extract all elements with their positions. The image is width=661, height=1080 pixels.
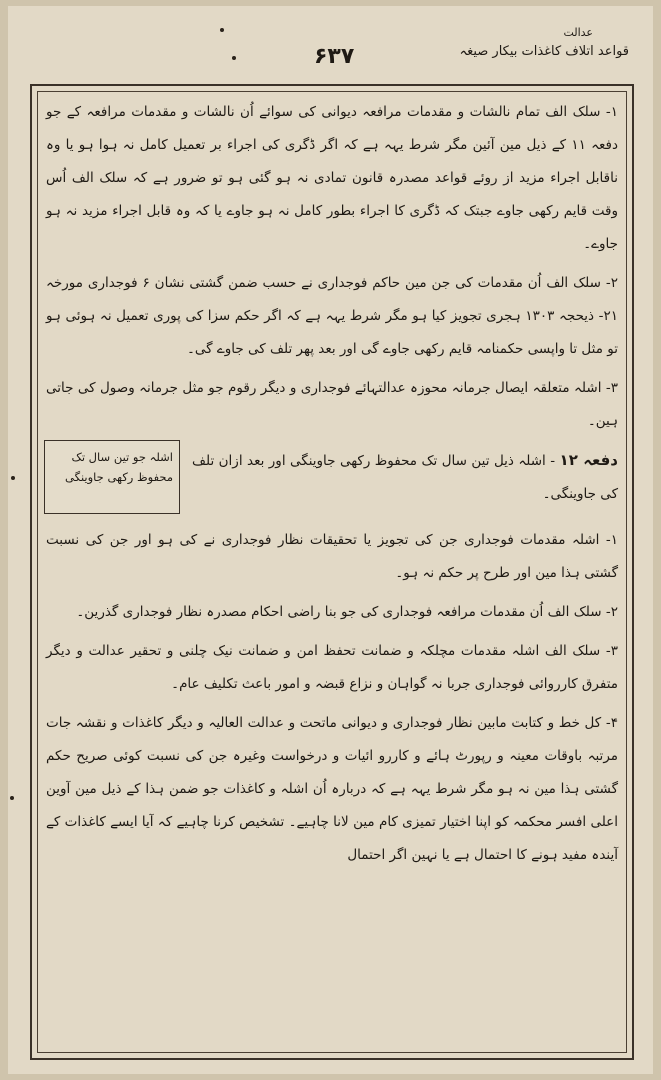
text-frame (30, 84, 634, 1060)
margin-note: اشلہ جو تین سال تک محفوظ رکھی جاوینگی (44, 440, 180, 514)
running-head: قواعد اتلاف کاغذات بیکار صیغہ (459, 44, 629, 59)
ink-speck (232, 56, 236, 60)
ink-speck (10, 796, 14, 800)
ink-speck (220, 28, 224, 32)
section-heading (192, 444, 618, 511)
section-text: - اشلہ ذیل تین سال تک محفوظ رکھی جاوینگی اور بعد ازان تلف کی جاوینگی۔ (192, 453, 618, 502)
page-header (24, 14, 637, 84)
document-page (8, 6, 653, 1074)
ink-speck (11, 476, 15, 480)
section-title: دفعہ ۱۲ (559, 451, 618, 469)
paragraph-1: ۱- سلک الف تمام نالشات و مقدمات مرافعہ دیوانی کی سوائے اُن نالشات و مقدمات مرافعہ کے جو دفعہ ۱۱ کے ذیل مین آئین مگر شرط یہہ ہے کہ اگر ڈگری کی اجراء بر تعمیل کامل نہ ہوا ہو یا وہ ناقابل اجراء مزید از روئے قواعد مصدرہ قانون تمادی نہ ہو گئی ہو تو ضرور ہے کہ سلک الف اُس وقت قایم رکھی جاوے جبتک کہ ڈگری کا اجراء بطور کامل نہ ہو جاوے یا کہ وہ قابل اجراء مزید نہ ہو جاوے۔ (46, 104, 619, 252)
item-1: ۱- اشلہ مقدمات فوجداری جن کی تجویز یا تحقیقات نظار فوجداری نے کی ہو اور جن کی نسبت گشتی ہذا مین اور طرح پر حکم نہ ہو۔ (46, 532, 618, 581)
paragraph-2: ۲- سلک الف اُن مقدمات کی جن مین حاکم فوجداری نے حسب ضمن گشتی نشان ۶ فوجداری مورخہ ۲۱- ذیحجہ ۱۳۰۳ ہجری تجویز کیا ہو مگر شرط یہہ ہے کہ اگر حکم سزا کی پوری تعمیل نہ ہوئی ہو تو مثل تا واپسی حکمنامہ قایم رکھی جاوے گی اور بعد پھر تلف کی جاوے گی۔ (46, 275, 619, 357)
page-content (46, 96, 618, 1050)
item-4: ۴- کل خط و کتابت مابین نظار فوجداری و دیوانی ماتحت و عدالت العالیہ و دیگر کاغذات و نقشہ جات مرتبہ باوقات معینہ و رپورٹ ہائے و کاررو ائیات و درخواست وغیرہ جن کی نسبت کوئی صریح حکم گشتی ہذا مین نہ ہو مگر شرط یہہ ہے کہ دربارہ اُن اشلہ و کاغذات جو ضمن ہذا کے ذیل مین آوین اعلی افسر محکمہ کو اپنا اختیار تمیزی کام مین لانا چاہیے۔ تشخیص کرنا چاہیے کہ آیا ایسے کاغذات کے آیندہ مفید ہونے کا احتمال ہے یا نہین اگر احتمال (46, 715, 618, 863)
section-block (46, 444, 618, 524)
paragraph-3: ۳- اشلہ متعلقہ ایصال جرمانہ محوزہ عدالتہائے فوجداری و دیگر رقوم جو مثل جرمانہ وصول کی جاتی ہین۔ (46, 380, 618, 429)
running-head-note: عدالت (563, 26, 593, 39)
item-2: ۲- سلک الف اُن مقدمات مرافعہ فوجداری کی جو بنا راضی احکام مصدرہ نظار فوجداری گذرین۔ (76, 604, 618, 620)
page-number: ۶۳۷ (314, 44, 355, 69)
item-3: ۳- سلک الف اشلہ مقدمات مچلکہ و ضمانت تحفظ امن و ضمانت نیک چلنی و تحقیر عدالت و دیگر متفرق کارروائی فوجداری جربا نہ گواہان و نزاع قبضہ و امور باعث تکلیف عام۔ (46, 643, 618, 692)
